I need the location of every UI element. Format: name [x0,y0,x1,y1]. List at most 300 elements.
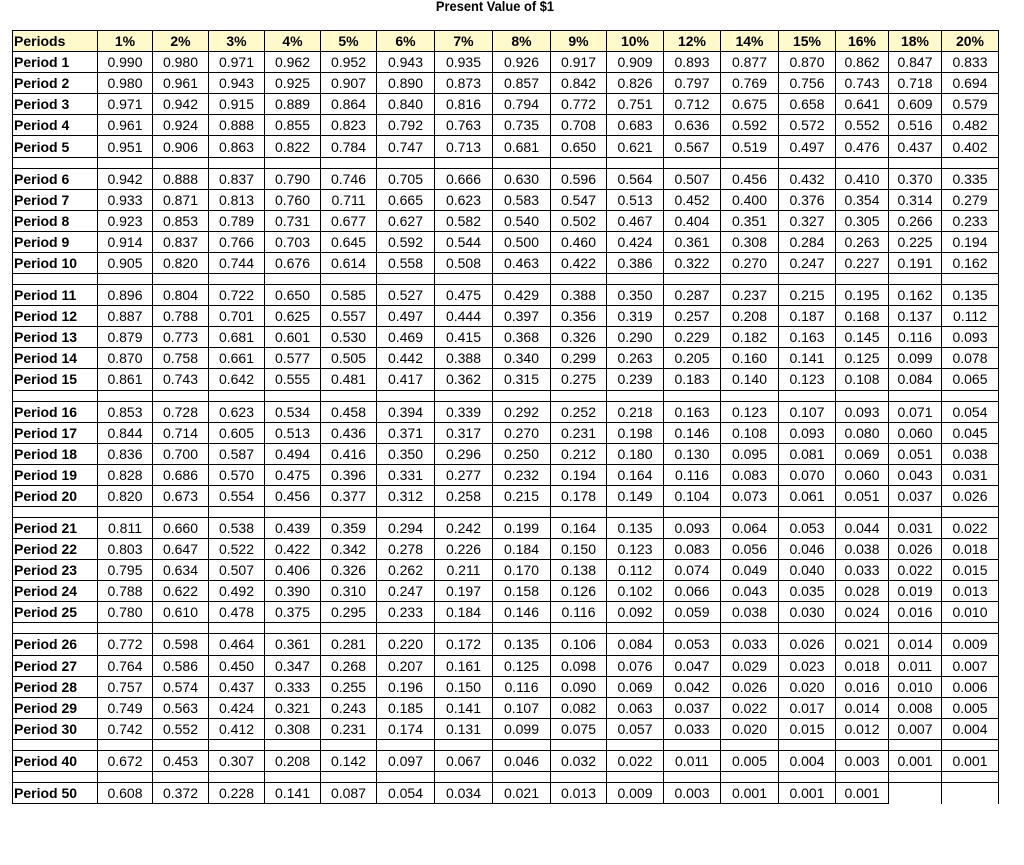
table-cell: 0.596 [551,168,607,189]
table-cell: 0.158 [493,581,551,602]
table-cell: 0.292 [493,401,551,422]
table-cell: 0.018 [836,655,889,676]
table-cell: 0.212 [551,443,607,464]
table-cell: 0.020 [779,676,836,697]
table-cell: 0.905 [98,252,153,273]
table-row [13,231,999,252]
table-cell: 0.063 [607,697,664,718]
spacer-cell [98,390,153,401]
spacer-cell [377,390,435,401]
table-cell: 0.093 [836,401,889,422]
table-cell: 0.909 [607,52,664,73]
table-cell: 0.333 [265,676,321,697]
table-cell: 0.623 [435,189,493,210]
table-cell: 0.439 [265,517,321,538]
table-row [13,401,999,422]
table-cell: 0.060 [889,422,942,443]
row-label: Period 9 [13,231,98,252]
table-cell: 0.183 [664,369,721,390]
spacer-cell [607,506,664,517]
table-row [13,422,999,443]
table-cell: 0.552 [836,115,889,136]
table-row [13,73,999,94]
spacer-cell [153,157,209,168]
table-cell: 0.194 [942,231,999,252]
table-cell: 0.842 [551,73,607,94]
table-cell: 0.123 [721,401,779,422]
table-cell: 0.870 [98,348,153,369]
table-cell: 0.853 [153,210,209,231]
column-header-rate: 3% [209,31,265,52]
table-cell: 0.980 [98,73,153,94]
spacer-cell [209,274,265,285]
spacer-cell [153,772,209,783]
table-cell: 0.896 [98,285,153,306]
table-cell: 0.888 [209,115,265,136]
table-cell: 0.081 [779,443,836,464]
table-row [13,115,999,136]
table-cell: 0.572 [779,115,836,136]
table-cell: 0.327 [779,210,836,231]
table-row [13,602,999,623]
table-cell: 0.021 [493,783,551,804]
table-cell: 0.803 [98,539,153,560]
table-cell: 0.585 [321,285,377,306]
table-cell: 0.305 [836,210,889,231]
table-cell: 0.527 [377,285,435,306]
table-cell: 0.015 [942,560,999,581]
row-label: Period 17 [13,422,98,443]
table-cell: 0.247 [779,252,836,273]
table-cell: 0.140 [721,369,779,390]
group-spacer [13,274,999,285]
table-cell: 0.003 [664,783,721,804]
table-cell: 0.442 [377,348,435,369]
spacer-cell [98,739,153,750]
table-cell: 0.239 [607,369,664,390]
table-cell: 0.082 [551,697,607,718]
table-cell: 0.001 [942,750,999,771]
table-cell: 0.853 [98,401,153,422]
table-cell: 0.375 [265,602,321,623]
table-cell: 0.592 [377,231,435,252]
table-cell: 0.197 [435,581,493,602]
spacer-cell [265,623,321,634]
table-cell: 0.623 [209,401,265,422]
table-cell: 0.001 [889,750,942,771]
table-cell: 0.772 [551,94,607,115]
table-cell: 0.137 [889,306,942,327]
table-cell: 0.084 [889,369,942,390]
table-cell: 0.135 [942,285,999,306]
spacer-cell [493,772,551,783]
table-row [13,210,999,231]
table-cell: 0.145 [836,327,889,348]
table-cell: 0.743 [153,369,209,390]
table-cell: 0.703 [265,231,321,252]
spacer-cell [209,772,265,783]
spacer-cell [493,739,551,750]
table-cell: 0.463 [493,252,551,273]
table-cell: 0.557 [321,306,377,327]
spacer-cell [721,274,779,285]
spacer-cell [13,506,98,517]
spacer-cell [889,157,942,168]
spacer-cell [721,623,779,634]
table-cell: 0.026 [889,539,942,560]
table-cell: 0.178 [551,485,607,506]
table-cell: 0.773 [153,327,209,348]
table-cell: 0.836 [98,443,153,464]
table-cell: 0.310 [321,581,377,602]
spacer-cell [664,739,721,750]
table-cell: 0.890 [377,73,435,94]
table-cell: 0.195 [836,285,889,306]
table-cell: 0.038 [721,602,779,623]
table-cell: 0.029 [721,655,779,676]
table-cell: 0.141 [265,783,321,804]
spacer-cell [551,506,607,517]
spacer-cell [779,739,836,750]
table-cell: 0.078 [942,348,999,369]
table-cell: 0.233 [377,602,435,623]
table-cell: 0.422 [265,539,321,560]
table-cell: 0.971 [209,52,265,73]
table-cell: 0.873 [435,73,493,94]
table-cell: 0.174 [377,718,435,739]
column-header-rate: 14% [721,31,779,52]
table-cell: 0.231 [321,718,377,739]
table-cell: 0.046 [493,750,551,771]
spacer-cell [779,772,836,783]
table-cell: 0.107 [779,401,836,422]
spacer-cell [435,623,493,634]
table-cell: 0.513 [607,189,664,210]
spacer-cell [721,157,779,168]
table-cell: 0.225 [889,231,942,252]
table-cell: 0.871 [153,189,209,210]
table-cell: 0.356 [551,306,607,327]
spacer-cell [889,274,942,285]
table-cell: 0.711 [321,189,377,210]
table-cell: 0.686 [153,464,209,485]
table-cell: 0.361 [265,634,321,655]
spacer-cell [551,623,607,634]
table-cell: 0.743 [836,73,889,94]
table-cell: 0.601 [265,327,321,348]
table-cell: 0.952 [321,52,377,73]
table-cell: 0.004 [942,718,999,739]
table-cell: 0.102 [607,581,664,602]
spacer-cell [836,274,889,285]
spacer-cell [721,739,779,750]
table-cell: 0.712 [664,94,721,115]
table-cell: 0.043 [889,464,942,485]
table-cell: 0.822 [265,136,321,157]
table-cell: 0.299 [551,348,607,369]
table-cell: 0.083 [664,539,721,560]
table-cell: 0.788 [153,306,209,327]
table-cell: 0.583 [493,189,551,210]
spacer-cell [265,772,321,783]
spacer-cell [377,739,435,750]
table-cell: 0.582 [435,210,493,231]
table-cell: 0.577 [265,348,321,369]
table-cell [942,783,999,804]
table-cell: 0.013 [551,783,607,804]
table-cell: 0.370 [889,168,942,189]
table-cell: 0.006 [942,676,999,697]
table-cell: 0.266 [889,210,942,231]
table-cell: 0.350 [607,285,664,306]
table-cell: 0.164 [551,517,607,538]
table-cell: 0.416 [321,443,377,464]
table-cell: 0.172 [435,634,493,655]
row-label: Period 1 [13,52,98,73]
table-cell: 0.642 [209,369,265,390]
table-cell: 0.322 [664,252,721,273]
table-cell: 0.107 [493,697,551,718]
table-cell: 0.361 [664,231,721,252]
spacer-cell [435,157,493,168]
table-cell: 0.505 [321,348,377,369]
spacer-cell [321,157,377,168]
table-cell: 0.547 [551,189,607,210]
table-cell: 0.023 [779,655,836,676]
table-cell: 0.475 [435,285,493,306]
table-cell: 0.275 [551,369,607,390]
table-cell: 0.390 [265,581,321,602]
spacer-cell [664,506,721,517]
spacer-cell [265,157,321,168]
table-cell: 0.837 [153,231,209,252]
table-cell: 0.326 [551,327,607,348]
table-cell: 0.070 [779,464,836,485]
table-cell: 0.766 [209,231,265,252]
spacer-cell [721,390,779,401]
table-cell: 0.749 [98,697,153,718]
row-label: Period 23 [13,560,98,581]
spacer-cell [13,623,98,634]
table-cell: 0.054 [377,783,435,804]
spacer-cell [13,739,98,750]
table-cell: 0.464 [209,634,265,655]
table-cell: 0.131 [435,718,493,739]
table-cell: 0.060 [836,464,889,485]
table-cell: 0.552 [153,718,209,739]
table-cell: 0.170 [493,560,551,581]
table-cell: 0.237 [721,285,779,306]
table-cell: 0.494 [265,443,321,464]
table-cell: 0.371 [377,422,435,443]
row-label: Period 27 [13,655,98,676]
spacer-cell [779,506,836,517]
table-cell: 0.614 [321,252,377,273]
table-cell: 0.458 [321,401,377,422]
spacer-cell [377,157,435,168]
table-cell: 0.744 [209,252,265,273]
table-cell: 0.677 [321,210,377,231]
table-cell: 0.279 [942,189,999,210]
table-cell: 0.422 [551,252,607,273]
table-cell: 0.888 [153,168,209,189]
table-cell: 0.705 [377,168,435,189]
table-cell: 0.263 [607,348,664,369]
table-cell: 0.032 [551,750,607,771]
table-cell: 0.650 [265,285,321,306]
table-body [13,52,999,804]
table-cell: 0.281 [321,634,377,655]
spacer-cell [779,274,836,285]
table-cell: 0.056 [721,539,779,560]
table-cell: 0.035 [779,581,836,602]
table-cell: 0.146 [493,602,551,623]
spacer-cell [551,274,607,285]
table-cell: 0.255 [321,676,377,697]
table-row [13,676,999,697]
table-cell: 0.797 [664,73,721,94]
spacer-cell [889,623,942,634]
group-spacer [13,623,999,634]
table-cell: 0.247 [377,581,435,602]
spacer-cell [265,390,321,401]
table-cell: 0.045 [942,422,999,443]
table-cell: 0.308 [265,718,321,739]
table-cell: 0.813 [209,189,265,210]
table-cell: 0.340 [493,348,551,369]
spacer-cell [435,274,493,285]
table-cell: 0.194 [551,464,607,485]
spacer-cell [664,390,721,401]
spacer-cell [13,390,98,401]
table-cell: 0.003 [836,750,889,771]
table-cell: 0.022 [721,697,779,718]
table-cell: 0.065 [942,369,999,390]
table-cell: 0.424 [607,231,664,252]
table-cell: 0.104 [664,485,721,506]
spacer-cell [209,623,265,634]
table-cell: 0.232 [493,464,551,485]
table-cell: 0.093 [664,517,721,538]
table-cell: 0.319 [607,306,664,327]
column-header-rate: 6% [377,31,435,52]
table-cell: 0.051 [889,443,942,464]
table-cell: 0.661 [209,348,265,369]
table-cell: 0.354 [836,189,889,210]
table-cell: 0.011 [664,750,721,771]
table-cell: 0.069 [607,676,664,697]
spacer-cell [153,739,209,750]
table-cell: 0.016 [889,602,942,623]
table-cell: 0.660 [153,517,209,538]
spacer-cell [377,274,435,285]
table-cell: 0.184 [435,602,493,623]
table-cell: 0.314 [889,189,942,210]
spacer-cell [321,274,377,285]
table-cell: 0.722 [209,285,265,306]
table-cell: 0.855 [265,115,321,136]
table-cell: 0.033 [721,634,779,655]
table-cell: 0.196 [377,676,435,697]
table-cell: 0.069 [836,443,889,464]
table-cell: 0.123 [607,539,664,560]
table-cell: 0.388 [551,285,607,306]
table-cell: 0.057 [607,718,664,739]
table-row [13,750,999,771]
row-label: Period 25 [13,602,98,623]
table-cell: 0.362 [435,369,493,390]
table-cell: 0.059 [664,602,721,623]
table-cell: 0.092 [607,602,664,623]
spacer-cell [664,623,721,634]
spacer-cell [607,739,664,750]
row-label: Period 30 [13,718,98,739]
table-cell: 0.339 [435,401,493,422]
table-cell: 0.061 [779,485,836,506]
table-cell: 0.009 [607,783,664,804]
table-cell: 0.400 [721,189,779,210]
table-cell: 0.792 [377,115,435,136]
table-cell: 0.317 [435,422,493,443]
spacer-cell [98,623,153,634]
table-cell: 0.116 [551,602,607,623]
table-cell: 0.146 [664,422,721,443]
row-label: Period 21 [13,517,98,538]
table-cell: 0.816 [435,94,493,115]
table-cell: 0.368 [493,327,551,348]
table-cell: 0.026 [942,485,999,506]
table-cell: 0.211 [435,560,493,581]
spacer-cell [265,739,321,750]
column-header-rate: 2% [153,31,209,52]
table-cell: 0.051 [836,485,889,506]
column-header-rate: 18% [889,31,942,52]
column-header-rate: 12% [664,31,721,52]
table-cell: 0.326 [321,560,377,581]
spacer-cell [321,772,377,783]
spacer-cell [321,390,377,401]
spacer-cell [836,739,889,750]
spacer-cell [153,274,209,285]
table-cell: 0.544 [435,231,493,252]
column-header-rate: 4% [265,31,321,52]
table-cell: 0.951 [98,136,153,157]
table-cell: 0.016 [836,676,889,697]
table-cell: 0.758 [153,348,209,369]
table-cell: 0.033 [664,718,721,739]
table-cell: 0.386 [607,252,664,273]
table-cell: 0.889 [265,94,321,115]
table-cell: 0.287 [664,285,721,306]
table-cell: 0.694 [942,73,999,94]
table-row [13,581,999,602]
row-label: Period 18 [13,443,98,464]
table-cell: 0.005 [721,750,779,771]
row-label: Period 4 [13,115,98,136]
row-label: Period 2 [13,73,98,94]
table-cell: 0.522 [209,539,265,560]
table-cell: 0.228 [209,783,265,804]
table-cell: 0.961 [153,73,209,94]
table-cell: 0.990 [98,52,153,73]
spacer-cell [209,506,265,517]
spacer-cell [13,157,98,168]
table-cell: 0.162 [942,252,999,273]
table-cell: 0.278 [377,539,435,560]
table-row [13,94,999,115]
table-cell: 0.636 [664,115,721,136]
table-cell: 0.335 [942,168,999,189]
